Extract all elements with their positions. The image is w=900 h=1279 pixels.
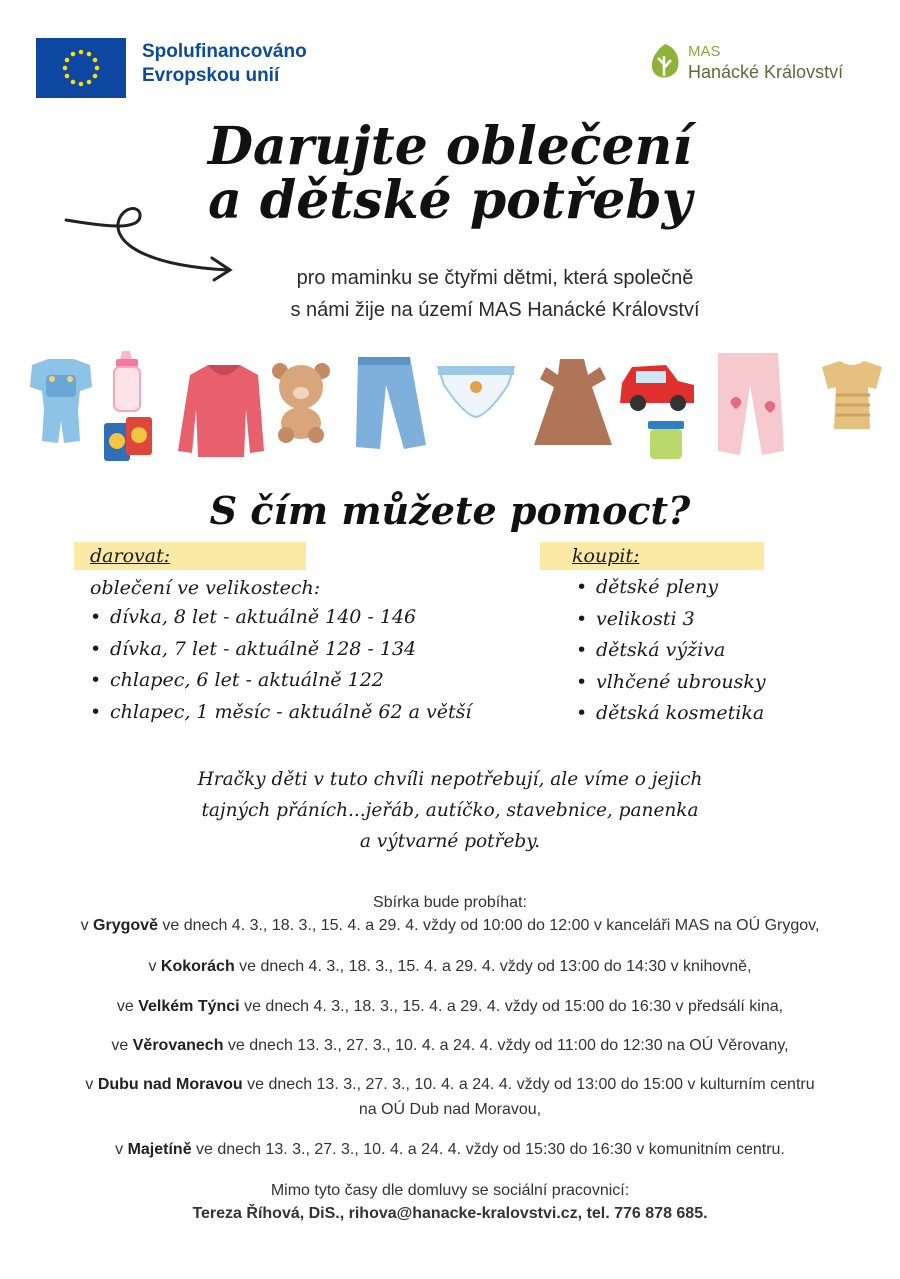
eu-line-1: Spolufinancováno [142,41,307,62]
place-name: Velkém Týnci [138,998,240,1015]
eu-flag-logo [36,38,126,98]
toy-car-icon [620,365,694,411]
list-item: • vlhčené ubrousky [574,667,834,699]
subtitle-line-1: pro maminku se čtyřmi dětmi, která společně [296,267,694,289]
list-item: • chlapec, 6 let - aktuálně 122 [88,665,528,697]
mas-name: Hanácké Království [688,62,844,82]
buy-list [574,572,834,730]
baby-items-illustrations [18,345,884,470]
food-jar-icon [648,421,684,459]
place-name: Věrovanech [132,1037,224,1054]
row-text: ve dnech 4. 3., 18. 3., 15. 4. a 29. 4. vždy od 13:00 do 14:30 v knihovně, [234,958,752,975]
t-shirt-icon [822,361,882,429]
row-prefix: v [148,958,161,975]
row-prefix: v [80,917,94,934]
subtitle [230,262,760,326]
row-text: ve dnech 13. 3., 27. 3., 10. 4. a 24. 4. vždy od 15:30 do 16:30 v komunitním centru. [191,1141,785,1158]
diaper-icon [438,367,514,417]
donate-label: darovat: [90,545,171,567]
help-heading: S čím můžete pomoct? [209,488,691,533]
romper-icon [30,359,92,443]
mas-logo-text [688,42,843,82]
place-name: Dubu nad Moravou [97,1076,243,1093]
toys-note [140,764,760,857]
jeans-icon [356,357,426,449]
baby-food-jars-icon [104,417,152,461]
buy-label: koupit: [572,545,640,567]
schedule-row [0,1074,900,1096]
list-item: • dívka, 7 let - aktuálně 128 - 134 [88,634,528,666]
list-item-continuation: velikosti 3 [596,607,695,630]
schedule-row [0,1139,900,1161]
row-text: ve dnech 13. 3., 27. 3., 10. 4. a 24. 4. vždy od 11:00 do 12:30 na OÚ Věrovany, [223,1037,789,1054]
note-line-1: Hračky děti v tuto chvíli nepotřebují, ale víme o jejich [197,769,703,790]
subtitle-line-2: s námi žije na území MAS Hanácké Království [290,299,700,321]
teddy-bear-icon [272,363,330,443]
row-text: ve dnech 4. 3., 18. 3., 15. 4. a 29. 4. vždy od 10:00 do 12:00 v kanceláři MAS na OÚ Grygov, [157,917,820,934]
hoodie-icon [178,365,264,457]
list-item: • dětské pleny [574,572,834,604]
row-prefix: v [115,1141,128,1158]
title-line-2: a dětské potřeby [208,170,692,231]
curly-arrow-icon [62,202,242,282]
place-name: Grygově [93,917,158,934]
row-prefix: ve [111,1037,133,1054]
baby-bottle-icon [114,351,140,411]
place-name: Kokorách [160,958,235,975]
title-line-1: Darujte oblečení [207,116,693,177]
place-name: Majetíně [127,1141,192,1158]
donate-intro: oblečení ve velikostech: [90,577,321,599]
list-item: • dívka, 8 let - aktuálně 140 - 146 [88,602,528,634]
eu-cofinanced-text [142,40,307,88]
schedule-row [0,956,900,978]
eu-line-2: Evropskou unií [142,65,280,86]
mas-leaf-icon [647,42,683,82]
contact-intro: Mimo tyto časy dle domluvy se sociální pracovnicí: [270,1182,630,1199]
list-item [574,604,834,636]
pants-icon [718,353,784,455]
list-item: • dětská kosmetika [574,698,834,730]
dress-icon [534,359,612,445]
contact-details: Tereza Říhová, DiS., rihova@hanacke-kralovstvi.cz, tel. 776 878 685. [192,1205,708,1222]
list-item: • dětská výživa [574,635,834,667]
schedule-row [0,1035,900,1057]
schedule-row-continuation: na OÚ Dub nad Moravou, [358,1101,542,1118]
mas-abbr: MAS [688,43,721,60]
list-item: • chlapec, 1 měsíc - aktuálně 62 a větší [88,697,528,729]
note-line-3: a výtvarné potřeby. [359,831,541,852]
schedule-row [0,915,900,937]
schedule-row [0,996,900,1018]
donate-list [88,602,528,728]
row-text: ve dnech 4. 3., 18. 3., 15. 4. a 29. 4. vždy od 15:00 do 16:30 v předsálí kina, [239,998,784,1015]
row-text: ve dnech 13. 3., 27. 3., 10. 4. a 24. 4. vždy od 13:00 do 15:00 v kulturním centru [242,1076,815,1093]
row-prefix: v [85,1076,98,1093]
note-line-2: tajných přáních...jeřáb, autíčko, stavebnice, panenka [201,800,699,821]
schedule-intro: Sbírka bude probíhat: [373,894,527,911]
row-prefix: ve [116,998,139,1015]
